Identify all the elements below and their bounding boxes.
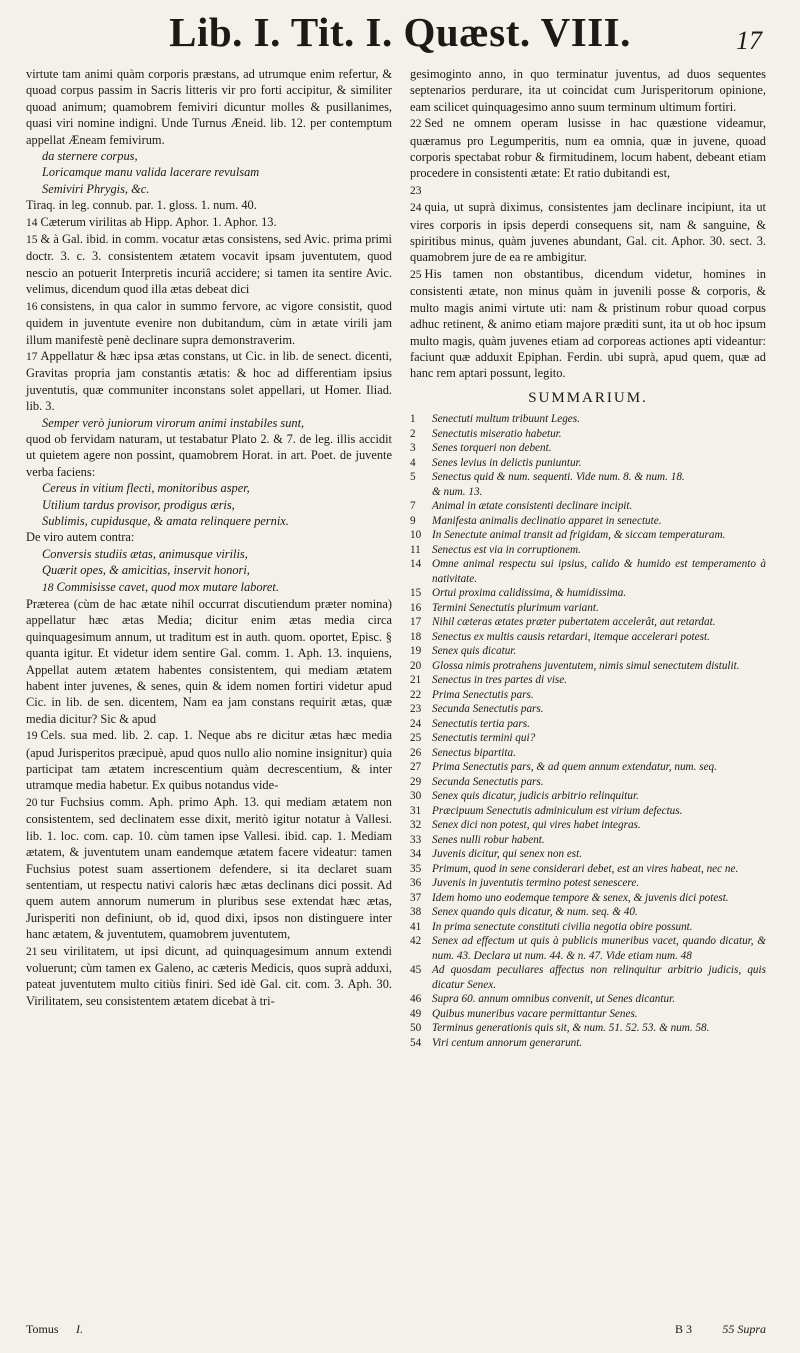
catchword: I. <box>76 1322 83 1336</box>
summary-item <box>410 862 766 877</box>
summary-item-number: 18 <box>410 630 422 643</box>
summary-item-text: Juvenis in juventutis termino potest senescere. <box>432 877 640 890</box>
summary-item-number: 23 <box>410 703 422 716</box>
paragraph <box>26 298 392 348</box>
summary-item-text: Senex quis dicatur. <box>432 645 517 658</box>
summary-item-number: 46 <box>410 993 422 1006</box>
verse-line <box>42 579 392 596</box>
summary-item-number: 24 <box>410 717 422 730</box>
paragraph-text: gesimoginto anno, in quo terminatur juventus, ad duos sequentes septenarios perdurare, ita ut coincidat cum Jurisperitorum opinione, eam scilicet quinquagesimo anno suum terminum ultimum fortiri. <box>410 67 766 114</box>
summary-item-number: 10 <box>410 529 422 542</box>
summary-item-text: Senectus in tres partes di vise. <box>432 674 568 687</box>
verse-line <box>42 497 392 513</box>
summary-item <box>410 427 766 442</box>
summary-item-number: 22 <box>410 688 422 701</box>
paragraph-number: 15 <box>26 234 38 247</box>
paragraph-text: Cæterum virilitas ab Hipp. Aphor. 1. Aphor. 13. <box>40 214 277 229</box>
paragraph-number: 24 <box>410 202 422 215</box>
verse-text: Loricamque manu valida lacerare revulsam <box>42 165 260 180</box>
summary-item-text: Præcipuum Senectutis adminiculum est virium defectus. <box>432 804 683 817</box>
summary-item-text: Senex quando quis dicatur, & num. seq. & 40. <box>432 906 638 919</box>
summary-item-number: 29 <box>410 775 422 788</box>
verse-text: Sublimis, cupidusque, & amata relinquere pernix. <box>42 513 289 528</box>
summary-item-text: Secunda Senectutis pars. <box>432 775 544 788</box>
paragraph <box>26 794 392 943</box>
summary-item-number: 54 <box>410 1036 422 1049</box>
summary-item <box>410 876 766 891</box>
summary-item <box>410 702 766 717</box>
summary-item <box>410 456 766 471</box>
summary-item <box>410 905 766 920</box>
summary-item-number: 33 <box>410 833 422 846</box>
paragraph-text: consistens, in qua calor in summo fervore, ac vigore consistit, quod quidem in juventute evenire non dubitandum, cùm in ætate virili jam illum manifestè penè declinare supra demonstraverim. <box>26 298 392 347</box>
summary-item-number: 42 <box>410 935 422 948</box>
summary-item-number: 17 <box>410 616 422 629</box>
right-body <box>410 66 766 382</box>
summary-item-text: Ad quosdam peculiares affectus non relinquitur arbitrio judicis, quis dicatur Senex. <box>432 964 766 991</box>
summary-item-number: 26 <box>410 746 422 759</box>
paragraph <box>26 348 392 415</box>
summary-item <box>410 818 766 833</box>
summary-item <box>410 630 766 645</box>
summary-item <box>410 760 766 775</box>
summary-item-text: Senectus bipartita. <box>432 746 516 759</box>
paragraph <box>26 231 392 298</box>
summary-item-number: 4 <box>410 456 416 469</box>
summary-item <box>410 1036 766 1051</box>
summary-item <box>410 746 766 761</box>
summary-item-number: 36 <box>410 877 422 890</box>
summary-item <box>410 543 766 558</box>
running-head: Lib. I. Tit. I. Quæst. VIII. <box>169 9 631 55</box>
paragraph-number: 20 <box>26 796 38 809</box>
summary-item <box>410 528 766 543</box>
paragraph <box>26 431 392 480</box>
summary-item-text: In prima senectute constituti civilia negotia obire possunt. <box>432 920 693 933</box>
verse-line <box>42 164 392 180</box>
summary-item-number: 15 <box>410 587 422 600</box>
summary-item-number: 38 <box>410 906 422 919</box>
paragraph-number: 16 <box>26 300 38 313</box>
verse-text: Utilium tardus provisor, prodigus æris, <box>42 497 235 512</box>
summary-item-text: Senes nulli robur habent. <box>432 833 545 846</box>
paragraph-text: Cels. sua med. lib. 2. cap. 1. Neque abs re dicitur ætas hæc media (apud Jurisperitos præcipuè, apud quos nullo alio nomine insignitur) quia participat tam ætatem increscentium quàm decrescentium, & inter utramque media habetur. Ex quibus notandus vide- <box>26 728 392 793</box>
verse-text: Conversis studiis ætas, animusque virilis, <box>42 546 248 561</box>
summary-item <box>410 789 766 804</box>
summary-item-number: 14 <box>410 558 422 571</box>
verse-text: Quærit opes, & amicitias, inservit honori, <box>42 563 250 578</box>
summary-item-text: Nihil cæteras ætates præter pubertatem accelerât, aut retardat. <box>432 616 716 629</box>
summary-item-number: 49 <box>410 1007 422 1020</box>
paragraph <box>26 529 392 545</box>
summary-item-number: 31 <box>410 804 422 817</box>
paragraph <box>26 197 392 213</box>
right-column <box>410 66 766 1050</box>
summary-item-text: Secunda Senectutis pars. <box>432 703 544 716</box>
paragraph <box>410 266 766 382</box>
summary-item <box>410 586 766 601</box>
summary-item <box>410 833 766 848</box>
summary-item-text: Senectutis miseratio habetur. <box>432 427 562 440</box>
paragraph-number: 17 <box>26 350 38 363</box>
summary-item <box>410 1021 766 1036</box>
summary-item-number: 27 <box>410 761 422 774</box>
verse-line <box>42 546 392 562</box>
verse-line <box>42 415 392 431</box>
summary-item-text: Primum, quod in sene considerari debet, est an vires habeat, nec ne. <box>432 862 739 875</box>
paragraph-number: 21 <box>26 945 38 958</box>
summary-item-number: 50 <box>410 1022 422 1035</box>
paragraph <box>26 66 392 148</box>
summary-item-text: Prima Senectutis pars, & ad quem annum extendatur, num. seq. <box>432 761 717 774</box>
summary-item-text: Senex dici non potest, qui vires habet integras. <box>432 819 641 832</box>
paragraph <box>26 214 392 231</box>
summary-item-text: Senectuti multum tribuunt Leges. <box>432 413 580 426</box>
summary-item-text: Juvenis dicitur, qui senex non est. <box>432 848 583 861</box>
paragraph-text: quod ob fervidam naturam, ut testabatur Plato 2. & 7. de leg. illis accidit ut quietem agere non possint, quamobrem Horat. in art. Poet. de juvente verba faciens: <box>26 431 392 479</box>
signature-mark: B 3 <box>675 1322 693 1336</box>
paragraph-number: 14 <box>26 216 38 229</box>
summary-item-text: Senes torqueri non debent. <box>432 442 552 455</box>
summary-item-text: Quibus muneribus vacare permittantur Senes. <box>432 1007 638 1020</box>
summary-item-text: Ortui proxima calidissima, & humidissima. <box>432 587 627 600</box>
summary-item <box>410 514 766 529</box>
paragraph-number: 23 <box>410 184 422 197</box>
summary-item <box>410 731 766 746</box>
summary-item <box>410 963 766 992</box>
signature-mark: Tomus <box>26 1322 59 1336</box>
summary-item-number: 45 <box>410 964 422 977</box>
paragraph <box>410 115 766 182</box>
summary-item-text: Senex quis dicatur, judicis arbitrio relinquitur. <box>432 790 639 803</box>
summary-item-number: 5 <box>410 471 416 484</box>
summary-item-text: Senes levius in delictis puniuntur. <box>432 456 582 469</box>
summary-item <box>410 470 766 485</box>
summary-item-text: Termini Senectutis plurimum variant. <box>432 601 599 614</box>
summary-item-text: Manifesta animalis declinatio apparet in senectute. <box>432 514 662 527</box>
paragraph-text: tur Fuchsius comm. Aph. primo Aph. 13. qui mediam ætatem non consistentem, sed declinatem esse dixit, meritò igitur notatur à Vallesi. lib. 1. loc. com. cap. 10. cùm tamen ipse Vallesi. ibid. cap. 1. Mediam ætatem, & juventutem unam eandemque ætatem facere videatur: tamen Fuchsius potest suam assertionem defendere, si ita declaret suam sententiam, ut respectu nativi caloris hæc ætas declinans dici possit. Ad quem autem annorum numerum in pluribus sese extendat hæc ætas, Jurisperiti non definiunt, ob id, quod dixi, ipsos non distinguere inter hanc ætatem, & juventutem, quamobrem juventutem, <box>26 794 392 942</box>
summary-item-text: Terminus generationis quis sit, & num. 51. 52. 53. & num. 58. <box>432 1022 710 1035</box>
paragraph <box>26 943 392 1010</box>
summary-item-text: Viri centum annorum generarunt. <box>432 1036 583 1049</box>
summary-item <box>410 688 766 703</box>
summary-item-number: 35 <box>410 862 422 875</box>
summary-title: SUMMARIUM. <box>528 389 648 406</box>
summary-item <box>410 920 766 935</box>
verse-text: Semiviri Phrygis, &c. <box>42 181 150 196</box>
summary-item-text: In Senectute animal transit ad frigidam, & siccam temperaturam. <box>432 529 726 542</box>
page-header <box>0 8 800 66</box>
summary-item-text: Glossa nimis protrahens juventutem, nimis simul senectutem distulit. <box>432 659 740 672</box>
summary-item-number: 25 <box>410 732 422 745</box>
summary-item-number: 34 <box>410 848 422 861</box>
summary-item-number: 9 <box>410 514 416 527</box>
summary-item-text: Prima Senectutis pars. <box>432 688 534 701</box>
summary-item-number: 30 <box>410 790 422 803</box>
paragraph-number: 19 <box>26 730 38 743</box>
summary-item-number: 41 <box>410 920 422 933</box>
paragraph-text: virtute tam animi quàm corporis præstans, ad utrumque enim refertur, & quoad corpus passim in Sacris litteris vir pro forti accipitur, & similiter quoad animum; quamobrem femiviri dicuntur molles & pusillanimes, quasi viri nomine indigni. Unde Turnus Æneid. lib. 12. per contemptum appellat Æneam femivirum. <box>26 67 392 147</box>
summary-item <box>410 934 766 963</box>
summary-item-text: Senectus est via in corruptionem. <box>432 543 581 556</box>
summary-item-text: Senectutis tertia pars. <box>432 717 530 730</box>
summary-item <box>410 601 766 616</box>
summary-item-text: Senectutis termini qui? <box>432 732 536 745</box>
verse-line <box>42 480 392 496</box>
verse-line <box>42 148 392 164</box>
summary-item-text: Omne animal respectu sui ipsius, calido & humido est temperamento à nativitate. <box>432 558 766 585</box>
verse-text: Cereus in vitium flecti, monitoribus asper, <box>42 481 250 496</box>
summary-item-text: Senectus ex multis causis retardari, itemque accelerari potest. <box>432 630 710 643</box>
paragraph-text: His tamen non obstantibus, dicendum videtur, homines in consistenti ætate, non minus quàm in juvenili posse & corporis, & multo magis animi virtute uti: nam & pristinum robur quoad corpus adhuc retinent, & animo etiam majore præditi sunt, ita ut ob hoc ipsum multo magis, quàm juvenes etiam ad corporeas actiones apti videantur: faciunt quæ adduxit Epiphan. Ferdin. ubi suprà, apud quem, quæ ad hanc rem aptari possunt, legito. <box>410 266 766 381</box>
summary-item-number: 1 <box>410 413 416 426</box>
summary-item <box>410 804 766 819</box>
summary-item-text: Supra 60. annum omnibus convenit, ut Senes dicantur. <box>432 993 675 1006</box>
summary-item <box>410 485 766 500</box>
summary-item-number <box>410 485 432 500</box>
paragraph <box>410 66 766 115</box>
paragraph-number: 25 <box>410 268 422 281</box>
summary-item <box>410 557 766 586</box>
verse-line <box>42 181 392 197</box>
verse-text: Semper verò juniorum virorum animi instabiles sunt, <box>42 415 305 430</box>
summary-item-text: & num. 13. <box>432 485 483 498</box>
summary-item-number: 7 <box>410 500 416 513</box>
summary-item <box>410 775 766 790</box>
summary-item <box>410 499 766 514</box>
left-column <box>26 66 392 1009</box>
paragraph <box>26 727 392 794</box>
summary-item <box>410 673 766 688</box>
paragraph <box>410 199 766 266</box>
paragraph-text: De viro autem contra: <box>26 530 135 545</box>
paragraph-text: Præterea (cùm de hac ætate nihil occurrat discutiendum præter nomina) appellatur hæc ætas Media; dicitur enim ætas media circa quinquagesimum annum, ut traditum est in auth. quom. oportet, Episc. § quanta igitur. Et videtur idem sentire Gal. comm. 1. Aph. 13. inquiens, Appellat autem ætatem habentes consistentem, qui mediam ætatem habent inter juvenes, & senes, quin & idem nomen fortiri videtur apud Cic. in lib. de sen. dicentem, Nam ea jam constans requirit ætas, quæ media dicitur? Sic & apud <box>26 597 392 726</box>
summary-item-text: Senectus quid & num. sequenti. Vide num. 8. & num. 18. <box>432 471 685 484</box>
summary-item <box>410 847 766 862</box>
paragraph-number: 22 <box>410 118 422 131</box>
summary-item-number: 32 <box>410 819 422 832</box>
verse-line <box>42 513 392 529</box>
paragraph-text: Appellatur & hæc ipsa ætas constans, ut Cic. in lib. de senect. dicenti, Gravitas propria jam constantis ætatis: & hoc ad differentiam ipsius juventutis, quæ communiter inconstans solet appellari, ut Homer. Iliad. lib. 3. <box>26 348 392 414</box>
paragraph-number: 18 <box>42 581 54 594</box>
paragraph-text: quia, ut suprà diximus, consistentes jam declinare incipiunt, ita ut vires corporis in ipsis deperdi consequens sit, nam & sanguine, & spiritibus minus, quàm juvenes abundant, Gal. cit. Aphor. 30. sect. 3. quamobrem jure de ea re ambigitur. <box>410 200 766 265</box>
summary-item-number: 3 <box>410 442 416 455</box>
summary-item-number: 19 <box>410 645 422 658</box>
paragraph <box>410 182 766 199</box>
verse-line <box>42 562 392 578</box>
summary-item <box>410 659 766 674</box>
page-number: 17 <box>736 26 762 55</box>
summary-item-number: 2 <box>410 427 416 440</box>
summary-item <box>410 717 766 732</box>
summary-item <box>410 412 766 427</box>
paragraph-text: seu virilitatem, ut ipsi dicunt, ad quinquagesimum annum extendi voluerunt; cùm tamen ex Galeno, ac cæteris Medicis, quos suprà adduxi, pateat juventutem multo citiùs finiri. Sed idè Gal. cit. com. 3. Aph. 30. Virilitatem, seu consistentem ætatem dicebat à tri- <box>26 943 392 1008</box>
summary-item-number: 37 <box>410 891 422 904</box>
summary-item-number: 11 <box>410 543 421 556</box>
summary-item-text: Idem homo uno eodemque tempore & senex, & juvenis dici potest. <box>432 891 729 904</box>
paragraph-text: Tiraq. in leg. connub. par. 1. gloss. 1. num. 40. <box>26 198 257 213</box>
summary-item <box>410 891 766 906</box>
summary-item-number: 16 <box>410 601 422 614</box>
summary-item-text: Animal in ætate consistenti declinare incipit. <box>432 500 633 513</box>
verse-text: Commisisse cavet, quod mox mutare laboret. <box>56 579 279 594</box>
summary-item <box>410 441 766 456</box>
summary-list <box>410 412 766 1050</box>
summary-item-number: 21 <box>410 674 422 687</box>
summary-item-number: 20 <box>410 659 422 672</box>
paragraph <box>26 596 392 727</box>
summary-item <box>410 644 766 659</box>
catchword: 55 Supra <box>722 1322 766 1336</box>
paragraph-text: Sed ne omnem operam lusisse in hac quæstione videamur, quæramus pro Legumperitis, num ea omnia, quæ in juvene, quoad corporis spectabat robur & firmitudinem, locum habent, debeant etiam procedere in consistenti ætate: Et ratio dubitandi est, <box>410 116 766 181</box>
summary-item <box>410 992 766 1007</box>
verse-text: da sternere corpus, <box>42 149 138 164</box>
summary-item <box>410 1007 766 1022</box>
paragraph-text: & à Gal. ibid. in comm. vocatur ætas consistens, sed Avic. prima primi doctr. 3. c. 3. consistentem ætatem vocavit ipsam juventutem, quod nescio an potuerit Interpretis incuriâ accidere; si tamen ita sentire Avic. velimus, dicendum quod illa ætas debeat dici <box>26 232 392 297</box>
summary-item <box>410 615 766 630</box>
summary-item-text: Senex ad effectum ut quis à publicis muneribus vacet, quando dicatur, & num. 43. Declara ut num. 44. & n. 47. Vide etiam num. 48 <box>432 935 766 962</box>
